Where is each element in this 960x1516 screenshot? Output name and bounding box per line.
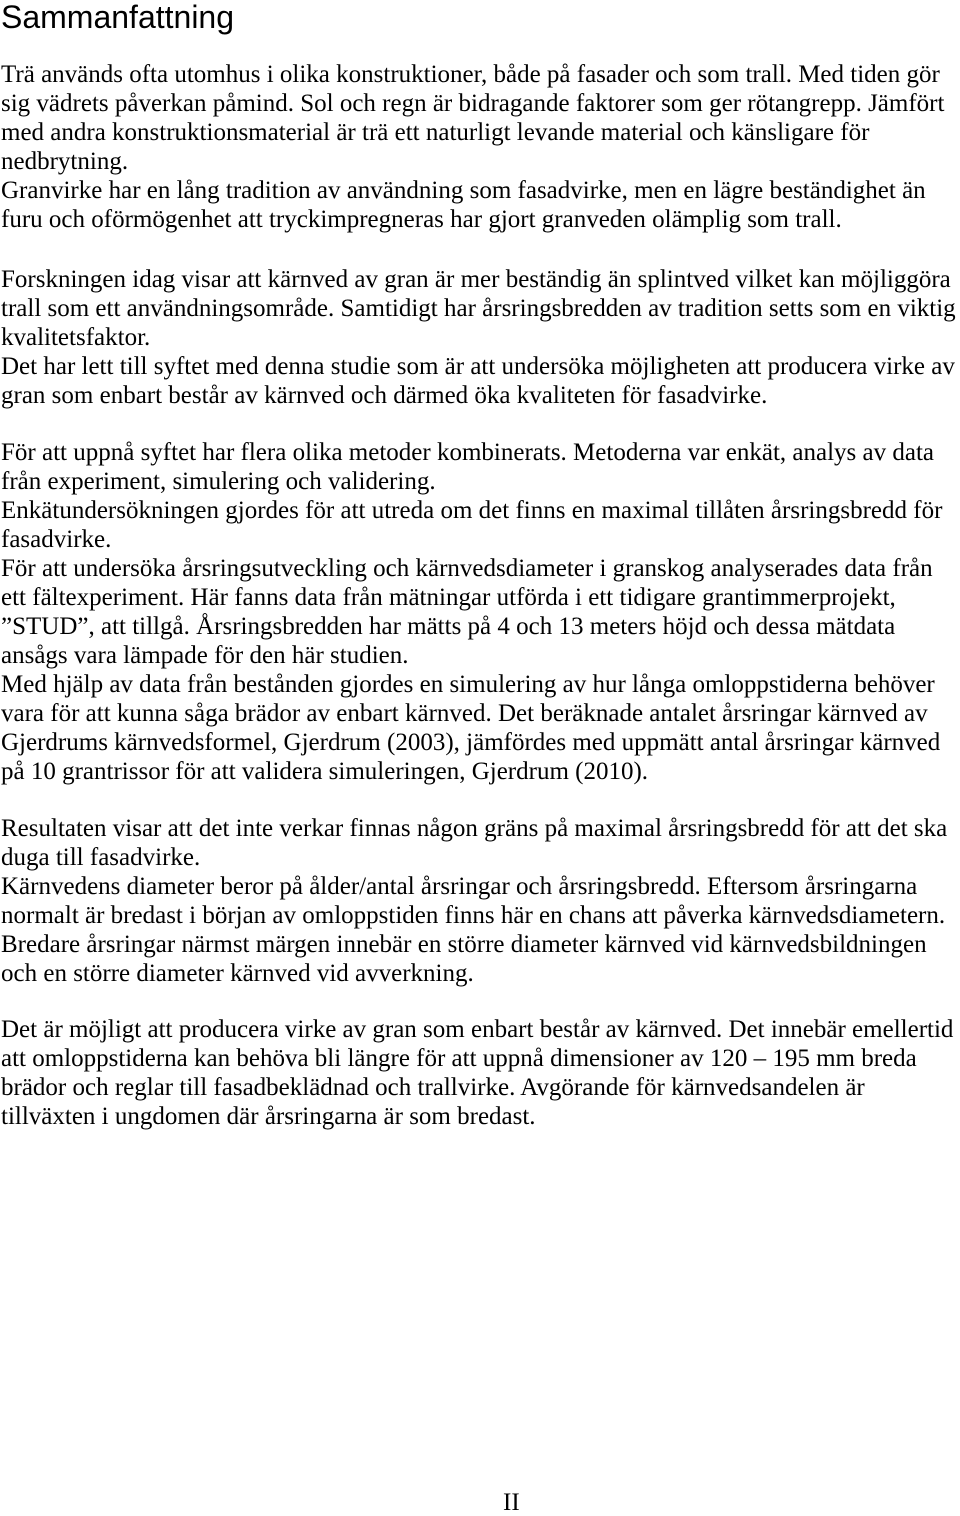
text-line: normalt är bredast i början av omloppstiden finns här en chans att påverka kärnvedsdiametern. <box>1 902 946 929</box>
text-line: på 10 grantrissor för att validera simuleringen, Gjerdrum (2010). <box>1 758 649 785</box>
text-section <box>1 438 959 786</box>
text-line: Enkätundersökningen gjordes för att utreda om det finns en maximal tillåten årsringsbredd för <box>1 497 943 524</box>
text-line: vara för att kunna såga brädor av enbart kärnved. Det beräknade antalet årsringar kärnved av <box>1 700 928 727</box>
page-number: II <box>503 1489 520 1516</box>
text-line: och en större diameter kärnved vid avverkning. <box>1 960 474 987</box>
text-line: duga till fasadvirke. <box>1 844 201 871</box>
text-line: För att undersöka årsringsutveckling och kärnvedsdiameter i granskog analyserades data från <box>1 555 933 582</box>
text-line: ett fältexperiment. Här fanns data från mätningar utförda i ett tidigare grantimmerprojekt, <box>1 584 896 611</box>
text-line: Det har lett till syftet med denna studie som är att undersöka möjligheten att producera virke av <box>1 353 955 380</box>
paragraph <box>1 352 959 410</box>
text-line: Resultaten visar att det inte verkar finnas någon gräns på maximal årsringsbredd för att det ska <box>1 815 948 842</box>
paragraph <box>1 265 959 352</box>
paragraph <box>1 438 959 496</box>
text-section <box>1 265 959 410</box>
text-line: ansågs vara lämpade för den här studien. <box>1 642 409 669</box>
text-line: Bredare årsringar närmst märgen innebär en större diameter kärnved vid kärnvedsbildningen <box>1 931 927 958</box>
text-line: furu och oförmögenhet att tryckimpregneras har gjort granveden olämplig som trall. <box>1 206 842 233</box>
text-line: från experiment, simulering och validering. <box>1 468 436 495</box>
text-line: kvalitetsfaktor. <box>1 324 151 351</box>
paragraph <box>1 1015 959 1131</box>
text-section <box>1 814 959 988</box>
text-line: Det är möjligt att producera virke av gran som enbart består av kärnved. Det innebär emellertid <box>1 1016 954 1043</box>
paragraph <box>1 176 959 234</box>
text-line: Forskningen idag visar att kärnved av gran är mer beständig än splintved vilket kan möjliggöra <box>1 266 951 293</box>
text-line: nedbrytning. <box>1 148 129 175</box>
text-line: För att uppnå syftet har flera olika metoder kombinerats. Metoderna var enkät, analys av data <box>1 439 934 466</box>
text-line: Trä används ofta utomhus i olika konstruktioner, både på fasader och som trall. Med tiden gör <box>1 61 940 88</box>
text-line: tillväxten i ungdomen där årsringarna är som bredast. <box>1 1103 536 1130</box>
paragraph <box>1 496 959 554</box>
text-line: Kärnvedens diameter beror på ålder/antal årsringar och årsringsbredd. Eftersom årsringarna <box>1 873 918 900</box>
text-line: Granvirke har en lång tradition av användning som fasadvirke, men en lägre beständighet än <box>1 177 926 204</box>
text-line: sig vädrets påverkan påmind. Sol och regn är bidragande faktorer som ger rötangrepp. Jämfört <box>1 90 945 117</box>
text-line: ”STUD”, att tillgå. Årsringsbredden har mätts på 4 och 13 meters höjd och dessa mätdata <box>1 613 896 640</box>
text-line: gran som enbart består av kärnved och därmed öka kvaliteten för fasadvirke. <box>1 382 768 409</box>
text-line: med andra konstruktionsmaterial är trä ett naturligt levande material och känsligare för <box>1 119 870 146</box>
paragraph <box>1 554 959 670</box>
text-section <box>1 1015 959 1131</box>
text-line: Med hjälp av data från bestånden gjordes en simulering av hur långa omloppstiderna behöver <box>1 671 935 698</box>
text-line: att omloppstiderna kan behöva bli längre för att uppnå dimensioner av 120 – 195 mm breda <box>1 1045 917 1072</box>
page-title: Sammanfattning <box>1 0 235 35</box>
paragraph <box>1 670 959 786</box>
paragraph <box>1 814 959 872</box>
text-line: Gjerdrums kärnvedsformel, Gjerdrum (2003), jämfördes med uppmätt antal årsringar kärnved <box>1 729 941 756</box>
text-line: brädor och reglar till fasadbeklädnad och trallvirke. Avgörande för kärnvedsandelen är <box>1 1074 865 1101</box>
text-line: fasadvirke. <box>1 526 112 553</box>
text-line: trall som ett användningsområde. Samtidigt har årsringsbredden av tradition setts som en viktig <box>1 295 956 322</box>
paragraph <box>1 60 959 176</box>
text-section <box>1 60 959 234</box>
paragraph <box>1 872 959 988</box>
